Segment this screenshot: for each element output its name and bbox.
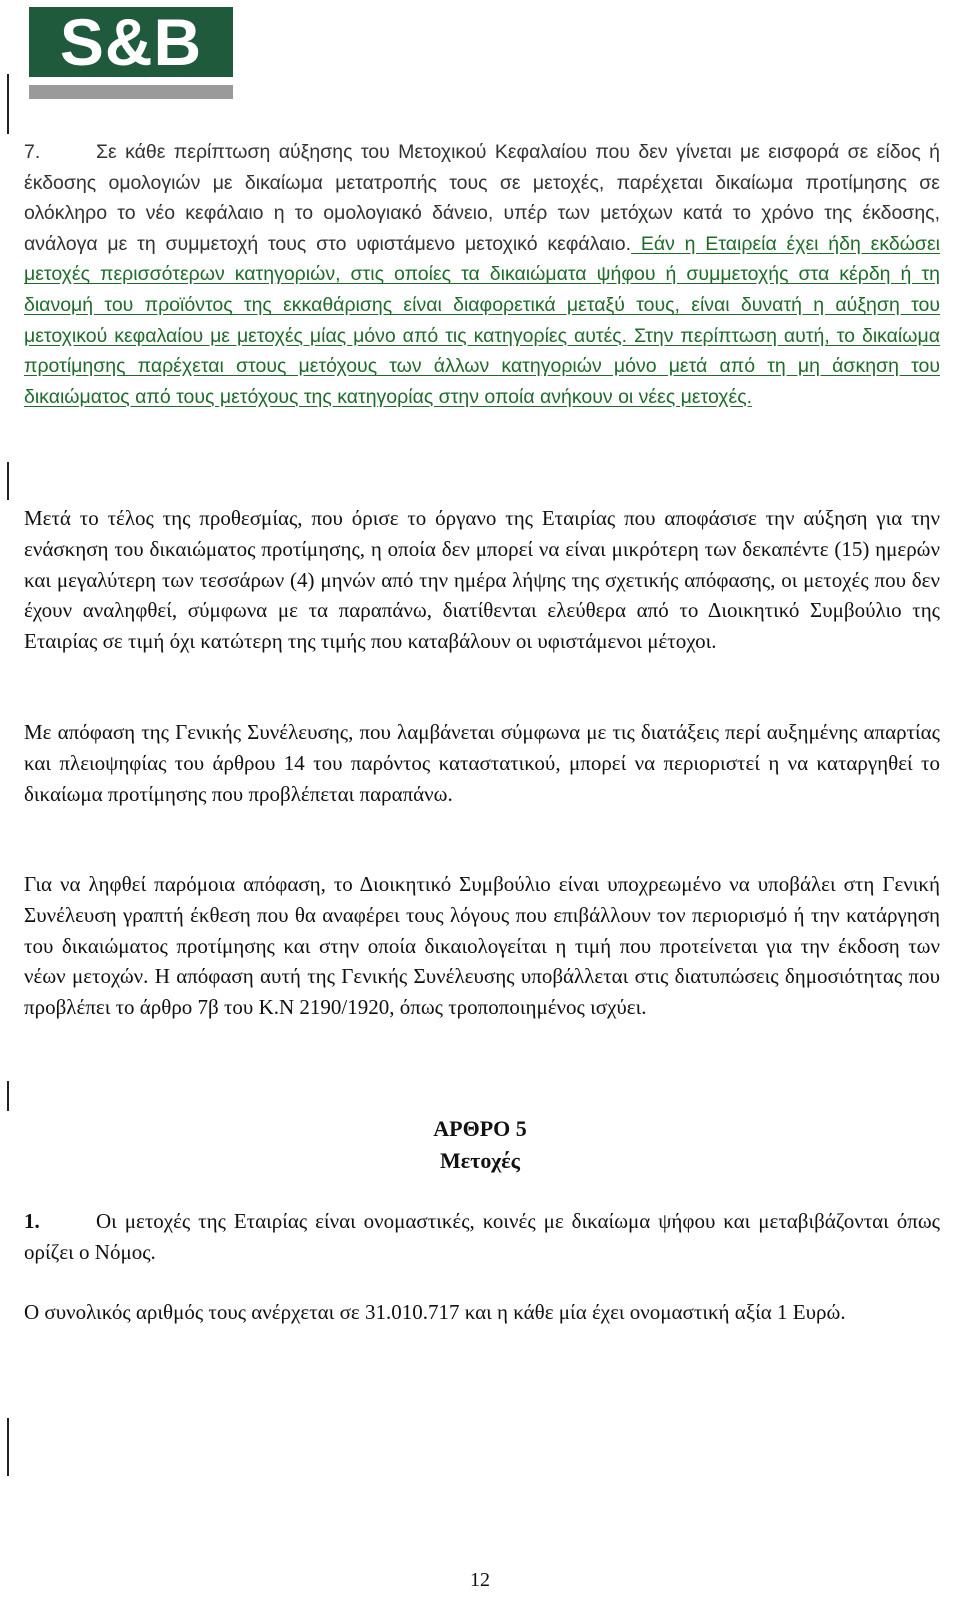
revision-bar [7, 1418, 9, 1476]
article-5-total-shares: Ο συνολικός αριθμός τους ανέρχεται σε 31.010.717 και η κάθε μία έχει ονομαστική αξία 1 Ευρώ. [24, 1300, 846, 1324]
article-title: ΑΡΘΡΟ 5 [433, 1116, 527, 1141]
company-logo [29, 7, 233, 99]
paragraph-number: 1. [24, 1209, 40, 1233]
paragraph-number: 7. [24, 141, 41, 163]
inserted-text: Στην περίπτωση αυτή, το δικαίωμα προτίμησης παρέχεται στους μετόχους των άλλων κατηγοριών μόνο μετά από τη μη άσκηση του δικαιώματος από τους μετόχους της κατηγορίας στην οποία ανήκουν οι νέες μετοχές. [24, 324, 940, 408]
paragraph-board-report: Για να ληφθεί παρόμοια απόφαση, το Διοικητικό Συμβούλιο είναι υποχρεωμένο να υποβάλει στη Γενική Συνέλευση γραπτή έκθεση που θα αναφέρει τους λόγους που επιβάλλουν τον περιορισμό ή την κατάργηση του δικαιώματος προτίμησης και στην οποία δικαιολογείται η τιμή που προτείνεται για την έκδοση των νέων μετοχών. Η απόφαση αυτή της Γενικής Συνέλευσης υποβάλλεται στις διατυπώσεις δημοσιότητας που προβλέπει το άρθρο 7β του Κ.Ν 2190/1920, όπως τροποποιημένος ισχύει. [24, 872, 940, 1020]
revision-bar [7, 74, 9, 134]
paragraph-7-text: Σε κάθε περίπτωση αύξησης του Μετοχικού Κεφαλαίου που δεν γίνεται με εισφορά σε είδος ή έκδοσης ομολογιών με δικαίωμα μετατροπής τους σε μετοχές, παρέχεται δικαίωμα προτίμησης σε ολόκληρο το νέο κεφάλαιο η το ομολογιακό δάνειο, υπέρ των μετόχων κατά το χρόνο της έκδοσης, ανάλογα με τη συμμετοχή τους στο υφιστάμενο μετοχικό κεφάλαιο. [24, 141, 940, 255]
paragraph-general-assembly: Με απόφαση της Γενικής Συνέλευσης, που λαμβάνεται σύμφωνα με τις διατάξεις περί αυξημένης απαρτίας και πλειοψηφίας του άρθρου 14 του παρόντος καταστατικού, μπορεί να περιοριστεί η να καταργηθεί το δικαίωμα προτίμησης που προβλέπεται παραπάνω. [24, 720, 940, 806]
revision-bar [7, 1081, 9, 1111]
revision-bar [7, 462, 9, 500]
article-5-paragraph-1-text: Οι μετοχές της Εταιρίας είναι ονομαστικές, κοινές με δικαίωμα ψήφου και μεταβιβάζονται όπως ορίζει ο Νόμος. [24, 1209, 940, 1264]
logo-underbar [29, 85, 233, 99]
article-subtitle: Μετοχές [440, 1148, 520, 1173]
logo-text: S&B [29, 7, 233, 77]
article-5-paragraph-1 [24, 1206, 940, 1268]
paragraph-7 [24, 137, 940, 412]
paragraph-deadline: Μετά το τέλος της προθεσμίας, που όρισε το όργανο της Εταιρίας που αποφάσισε την αύξηση για την ενάσκηση του δικαιώματος προτίμησης, η οποία δεν μπορεί να είναι μικρότερη των δεκαπέντε (15) ημερών και μεγαλύτερη των τεσσάρων (4) μηνών από την ημέρα λήψης της σχετικής απόφασης, οι μετοχές που δεν έχουν αναληφθεί, σύμφωνα με τα παραπάνω, διατίθενται ελεύθερα από το Διοικητικό Συμβούλιο της Εταιρίας σε τιμή όχι κατώτερη της τιμής που καταβάλουν οι υφιστάμενοι μέτοχοι. [24, 506, 940, 654]
page-number: 12 [470, 1569, 490, 1591]
inserted-text: Εάν η Εταιρεία έχει ήδη εκδώσει μετοχές περισσότερων κατηγοριών, στις οποίες τα δικαιώματα ψήφου ή συμμετοχής στα κέρδη ή τη διανομή του προϊόντος της εκκαθάρισης είναι διαφορετικά μεταξύ τους, είναι δυνατή η αύξηση του μετοχικού κεφαλαίου με μετοχές μίας μόνο από τις κατηγορίες αυτές. [24, 232, 940, 347]
